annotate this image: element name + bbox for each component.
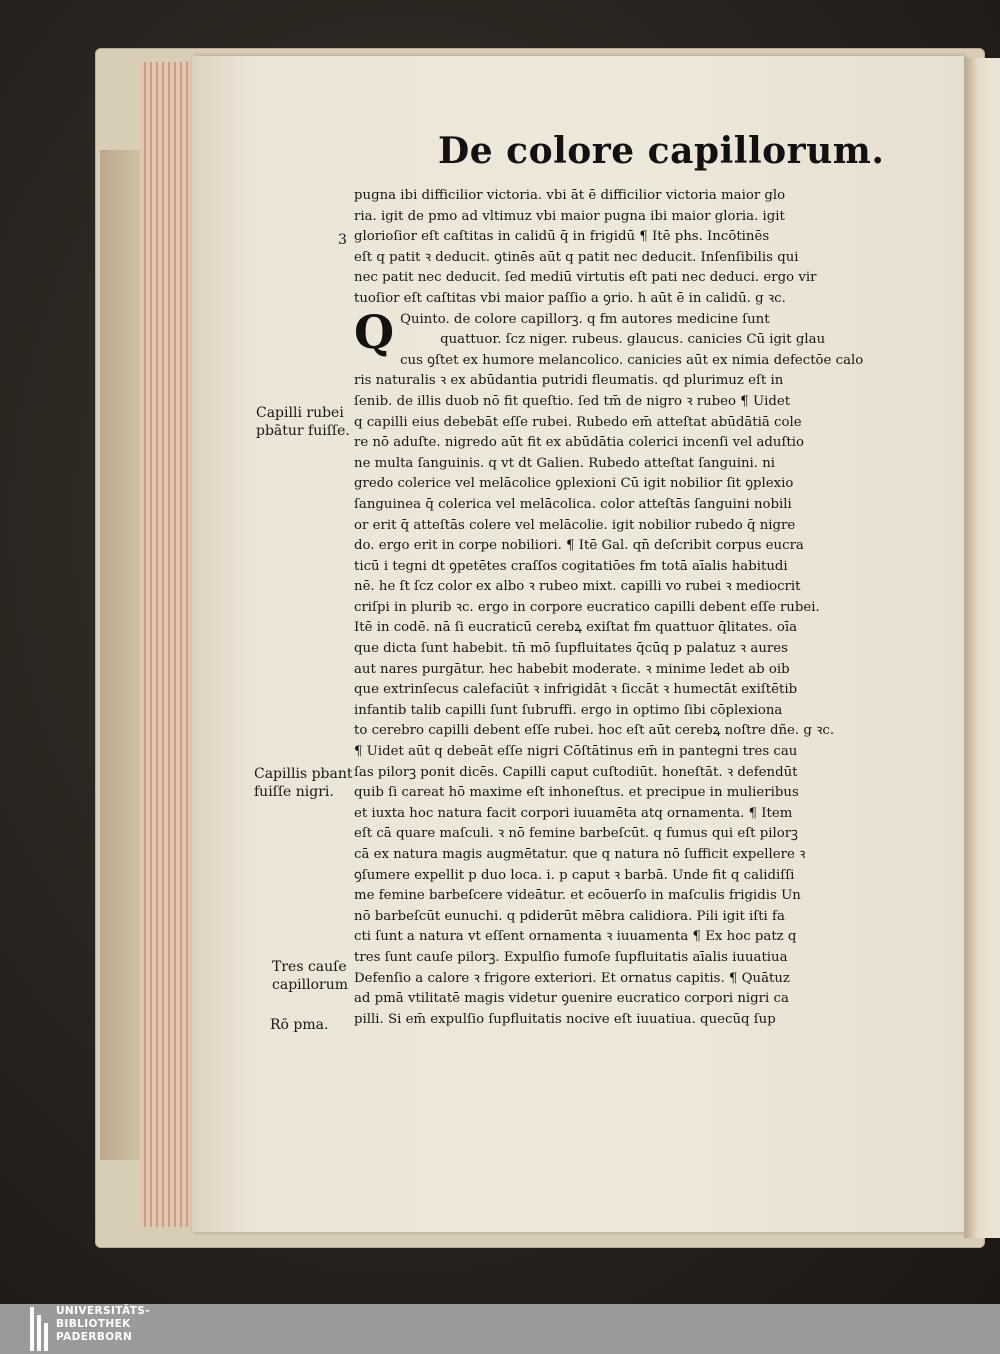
text-line: tres ſunt cauſe pilorꝫ. Expulſio fumoſe ſupfluitatis aīalis iuuatiua xyxy=(354,949,788,965)
marginal-note-line: capillorum xyxy=(272,977,348,993)
text-line: criſpi in plurib ꝛc. ergo in corpore eucratico capilli debent eſſe rubei. xyxy=(354,599,820,615)
library-name-line: BIBLIOTHEK xyxy=(56,1318,131,1330)
text-line: infantib talib capilli ſunt ſubruffi. ergo in optimo ſibi cōplexiona xyxy=(354,702,783,718)
text-line: ſas pilorꝫ ponit dicēs. Capilli caput cuſtodiūt. honeſtāt. ꝛ defendūt xyxy=(354,764,798,780)
library-name xyxy=(56,1305,150,1344)
text-line-content: Quinto. de colore capillorꝫ. q fm autores medicine ſunt xyxy=(400,311,770,327)
text-line: et iuxta hoc natura facit corpori iuuamēta atq ornamenta. ¶ Item xyxy=(354,805,793,821)
library-name-line: UNIVERSITÄTS- xyxy=(56,1305,151,1317)
binding-spine-strip xyxy=(100,150,140,1160)
marginal-note-line: pbātur fuiſſe. xyxy=(256,423,350,439)
text-line: tuoſior eſt caſtitas vbi maior paſſio a ꝯrio. h aūt ē in calidū. g ꝛc. xyxy=(354,290,786,306)
marginal-note-line: Rō pma. xyxy=(270,1017,329,1033)
text-line: aut nares purgātur. hec habebit moderate. ꝛ minime ledet ab oib xyxy=(354,661,790,677)
text-line: to cerebro capilli debent eſſe rubei. hoc eſt aūt cerebꝝ noſtre dñe. g ꝛc. xyxy=(354,723,835,739)
text-line: Itē in codē. nā ſi eucraticū cerebꝝ exiſtat fm quattuor q̄litates. oīa xyxy=(354,620,798,636)
marginal-note-line: Capillis pbant xyxy=(254,766,353,782)
marginal-note xyxy=(256,404,350,440)
text-line: quib ſi careat hō maxime eſt inhoneſtus. et precipue in mulieribus xyxy=(354,785,799,801)
text-line: cti ſunt a natura vt eſſent ornamenta ꝛ iuuamenta ¶ Ex hoc patz q xyxy=(354,929,797,945)
text-line: pugna ibi difficilior victoria. vbi āt ē difficilior victoria maior glo xyxy=(354,188,786,203)
text-line: que extrinſecus calefaciūt ꝛ infrigidāt ꝛ ſiccāt ꝛ humectāt exiſtētib xyxy=(354,682,798,698)
text-line: eſt q patit ꝛ deducit. ꝯtinēs aūt q patit nec deducit. Inſenſibilis qui xyxy=(354,249,799,265)
text-line: nō barbeſcūt eunuchi. q pdiderūt mēbra calidiora. Pili igit iſti fa xyxy=(354,908,785,924)
text-line: ne multa ſanguinis. q vt dt Galien. Rubedo atteſtat ſanguini. ni xyxy=(354,455,776,471)
text-line: me femine barbeſcere videātur. et ecōuerſo in maſculis frigidis Un xyxy=(354,888,801,904)
page-heading: De colore capillorum. xyxy=(438,130,885,172)
text-line: ¶ Uidet aūt q debeāt eſſe nigri Cōſtātinus em̄ in pantegni tres cau xyxy=(354,744,798,760)
text-line: ſenib. de illis duob nō fit queſtio. ſed tm̄ de nigro ꝛ rubeo ¶ Uidet xyxy=(354,393,791,409)
text-line: que dicta ſunt habebit. tn̄ mō ſupfluitates q̄cūq p palatuz ꝛ aures xyxy=(354,641,788,657)
marginal-note xyxy=(270,1016,328,1034)
text-line: or erit q̄ atteſtās colere vel melācolie. igit nobilior rubedo q̄ nigre xyxy=(354,517,796,533)
marginal-note-line: Tres cauſe xyxy=(272,959,347,975)
text-line: ꝯſumere expellit p duo loca. i. p caput ꝛ barbā. Unde fit q calidiſſi xyxy=(354,867,795,883)
text-line: quattuor. ſcz niger. rubeus. glaucus. canicies Cū igit glau xyxy=(440,332,826,348)
marginal-note-line: fuiſſe nigri. xyxy=(254,784,334,800)
text-line: cā ex natura magis augmētatur. que q natura nō ſufficit expellere ꝛ xyxy=(354,847,806,862)
marginal-note-line: Capilli rubei xyxy=(256,405,344,421)
signature-mark: 3 xyxy=(338,232,347,248)
library-name-line: PADERBORN xyxy=(56,1331,133,1343)
facing-page-edge xyxy=(964,58,1000,1238)
text-line: ad pmā vtilitatē magis videtur ꝯuenire eucratico corpori nigri ca xyxy=(354,991,789,1007)
text-line: eſt cā quare maſculi. ꝛ nō femine barbeſcūt. q fumus qui eſt pilorꝫ xyxy=(354,826,798,842)
library-logo-icon xyxy=(30,1307,50,1351)
text-line: nec patit nec deducit. ſed mediū virtutis eſt pati nec deduci. ergo vir xyxy=(354,270,817,286)
marginal-note xyxy=(272,958,348,994)
text-line: ria. igit de pmo ad vltimuz vbi maior pugna ibi maior gloria. igit xyxy=(354,208,785,224)
initial-letter: Q xyxy=(354,304,395,359)
text-line: gredo colerice vel melācolice ꝯplexioni Cū igit nobilior ſit ꝯplexio xyxy=(354,476,794,492)
text-line: glorioſior eſt caſtitas in calidū q̄ in frigidū ¶ Itē phs. Incōtinēs xyxy=(354,229,770,245)
text-line: ticū i tegni dt ꝯpetētes craſſos cogitatiōes fm totā aīalis habitudi xyxy=(354,558,788,574)
text-line: ris naturalis ꝛ ex abūdantia putridi fleumatis. qd plurimuz eſt in xyxy=(354,373,784,389)
text-line: q capilli eius debebāt eſſe rubei. Rubedo em̄ atteſtat abūdātiā cole xyxy=(354,414,802,430)
text-line: pilli. Si em̄ expulſio ſupfluitatis nocive eſt iuuatiua. quecūq ſup xyxy=(354,1011,776,1027)
text-line: Defenſio a calore ꝛ frigore exteriori. Et ornatus capitis. ¶ Quātuz xyxy=(354,970,790,986)
text-line: cus ꝯſtet ex humore melancolico. canicies aūt ex nimia defectōe calo xyxy=(400,352,864,368)
text-line: re nō aduſte. nigredo aūt fit ex abūdātia colerici incenſi vel aduſtio xyxy=(354,435,805,451)
text-line: ſanguinea q̄ colerica vel melācolica. color atteſtās ſanguini nobili xyxy=(354,496,792,512)
marginal-note xyxy=(254,765,352,801)
text-line: do. ergo erit in corpe nobiliori. ¶ Itē Gal. qn̄ deſcribit corpus eucra xyxy=(354,538,804,554)
main-text-block xyxy=(354,186,884,1030)
text-line: nē. he ſt ſcz color ex albo ꝛ rubeo mixt. capilli vo rubei ꝛ mediocrit xyxy=(354,579,801,595)
